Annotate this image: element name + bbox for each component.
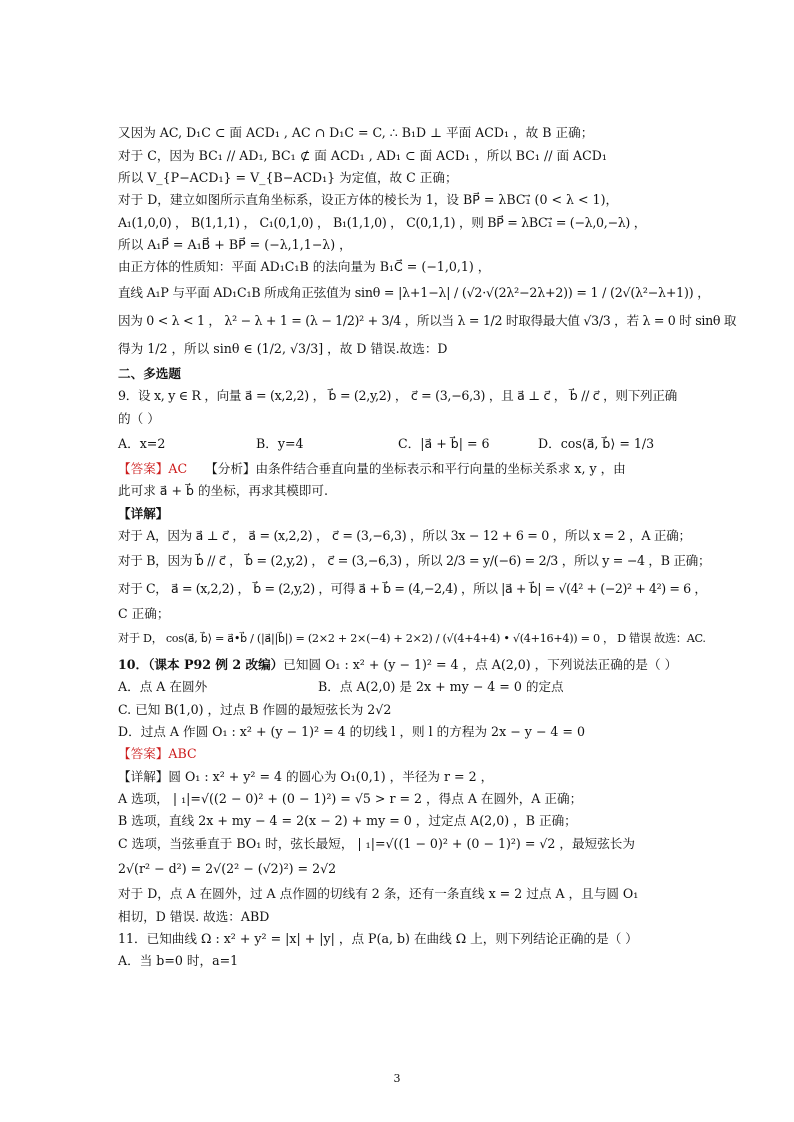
- line-05: A₁(1,0,0) ， B(1,1,1) ， C₁(0,1,0) ， B₁(1,1,0) ， C(0,1,1) ，则 BP⃗ = λBC₁⃗ = (−λ,0,−λ) ，: [118, 214, 647, 230]
- q10-text: 已知圆 O₁ : x² + (y − 1)² = 4 ，点 A(2,0) ，下列说法正确的是（ ）: [283, 656, 678, 672]
- line-01: 又因为 AC, D₁C ⊂ 面 ACD₁ , AC ∩ D₁C = C, ∴ B₁D ⊥ 平面 ACD₁ ，故 B 正确；: [118, 125, 594, 141]
- line-07: 由正方体的性质知：平面 AD₁C₁B 的法向量为 B₁C⃗ = (−1,0,1) ，: [118, 259, 491, 275]
- q9-stem-end: 的（ ）: [118, 410, 160, 426]
- q11-stem: 11．已知曲线 Ω : x² + y² = |x| + |y| ，点 P(a, b) 在曲线 Ω 上，则下列结论正确的是（ ）: [118, 930, 638, 946]
- q9-answer: 【答案】AC: [118, 460, 188, 476]
- line-03: 所以 V_{P−ACD₁} = V_{B−ACD₁} 为定值，故 C 正确；: [118, 169, 458, 185]
- q9-option-c: C．|a⃗ + b⃗| = 6: [398, 435, 490, 451]
- q10-options-ab: [118, 678, 678, 700]
- q10-option-b: B．点 A(2,0) 是 2x + my − 4 = 0 的定点: [318, 679, 564, 695]
- q9-answer-line: [118, 460, 678, 482]
- q10-stem: [118, 656, 678, 678]
- q10-detail-intro: 【详解】圆 O₁ : x² + y² = 4 的圆心为 O₁(0,1) ，半径为 r = 2 ，: [118, 768, 494, 784]
- line-08: 直线 A₁P 与平面 AD₁C₁B 所成角正弦值为 sinθ = |λ+1−λ| / (√2·√(2λ²−2λ+2)) = 1 / (2√(λ²−λ+1)) ，: [118, 284, 710, 300]
- q9-detail-c-cont: C 正确；: [118, 606, 170, 622]
- q9-detail-c: 对于 C， a⃗ = (x,2,2) ， b⃗ = (2,y,2) ，可得 a⃗ + b⃗ = (4,−2,4) ，所以 |a⃗ + b⃗| = √(4² + (−2)² + 4²) = 6 ，: [118, 581, 707, 597]
- q10-option-a: A．点 A 在圆外: [118, 679, 208, 695]
- line-10: 得为 1/2 ，所以 sinθ ∈ (1/2, √3/3] ，故 D 错误.故选：D: [118, 340, 448, 356]
- q10-detail-c: C 选项，当弦垂直于 BO₁ 时，弦长最短， | ₁|=√((1 − 0)² + (0 − 1)²) = √2 ，最短弦长为: [118, 835, 635, 851]
- q9-analysis-cont: 此可求 a⃗ + b⃗ 的坐标，再求其模即可.: [118, 483, 328, 499]
- line-09: 因为 0 < λ < 1 ， λ² − λ + 1 = (λ − 1/2)² + 3/4 ，所以当 λ = 1/2 时取得最大值 √3/3 ，若 λ = 0 时 sinθ 取: [118, 312, 737, 328]
- q10-detail-a: A 选项， | ₁|=√((2 − 0)² + (0 − 1)²) = √5 > r = 2 ，得点 A 在圆外，A 正确；: [118, 791, 583, 807]
- q10-option-c: C. 已知 B(1,0) ，过点 B 作圆的最短弦长为 2√2: [118, 701, 392, 717]
- line-04: 对于 D，建立如图所示直角坐标系，设正方体的棱长为 1，设 BP⃗ = λBC₁⃗ (0 < λ < 1)，: [118, 192, 619, 208]
- line-02: 对于 C，因为 BC₁ // AD₁, BC₁ ⊄ 面 ACD₁ , AD₁ ⊂ 面 ACD₁ ，所以 BC₁ // 面 ACD₁: [118, 147, 607, 163]
- q9-options: [118, 432, 678, 460]
- q9-analysis: 【分析】由条件结合垂直向量的坐标表示和平行向量的坐标关系求 x, y ，由: [205, 460, 626, 476]
- q9-option-b: B．y=4: [256, 435, 304, 451]
- q9-option-a: A．x=2: [118, 435, 166, 451]
- q9-stem: 9．设 x, y ∈ R ，向量 a⃗ = (x,2,2) ， b⃗ = (2,y,2) ， c⃗ = (3,−6,3) ，且 a⃗ ⊥ c⃗ ， b⃗ // c⃗ ，则下列正确: [118, 388, 677, 404]
- line-06: 所以 A₁P⃗ = A₁B⃗ + BP⃗ = (−λ,1,1−λ) ，: [118, 237, 352, 253]
- q10-number: 10．: [118, 656, 149, 672]
- q9-detail-d: 对于 D， cos⟨a⃗, b⃗⟩ = a⃗•b⃗ / (|a⃗||b⃗|) = (2×2 + 2×(−4) + 2×2) / (√(4+4+4) • √(4+16+4)) = 0 ， D 错误 故选：AC.: [118, 631, 706, 645]
- q10-detail-b: B 选项，直线 2x + my − 4 = 2(x − 2) + my = 0 ，过定点 A(2,0) ，B 正确；: [118, 813, 577, 829]
- q10-option-d: D．过点 A 作圆 O₁ : x² + (y − 1)² = 4 的切线 l ，则 l 的方程为 2x − y − 4 = 0: [118, 723, 585, 739]
- q9-detail-label: 【详解】: [118, 505, 169, 521]
- q9-detail-b: 对于 B，因为 b⃗ // c⃗ ， b⃗ = (2,y,2) ， c⃗ = (3,−6,3) ，所以 2/3 = y/(−6) = 2/3 ，所以 y = −4 ，B 正确；: [118, 553, 711, 569]
- q9-option-d: D．cos⟨a⃗, b⃗⟩ = 1/3: [538, 435, 655, 451]
- page-number: 3: [393, 1072, 401, 1085]
- q11-option-a: A．当 b=0 时，a=1: [118, 953, 239, 969]
- q10-detail-d-cont: 相切，D 错误. 故选：ABD: [118, 908, 270, 924]
- document-body: [118, 124, 737, 975]
- q10-detail-c-cont: 2√(r² − d²) = 2√(2² − (√2)²) = 2√2: [118, 861, 337, 876]
- section-heading: 二、多选题: [118, 365, 181, 381]
- q10-answer: 【答案】ABC: [118, 746, 197, 762]
- q9-detail-a: 对于 A，因为 a⃗ ⊥ c⃗ ， a⃗ = (x,2,2) ， c⃗ = (3,−6,3) ，所以 3x − 12 + 6 = 0 ，所以 x = 2 ，A 正确；: [118, 528, 691, 544]
- q10-detail-d: 对于 D，点 A 在圆外，过 A 点作圆的切线有 2 条，还有一条直线 x = 2 过点 A ，且与圆 O₁: [118, 886, 639, 902]
- q10-source: （课本 P92 例 2 改编）: [148, 656, 284, 672]
